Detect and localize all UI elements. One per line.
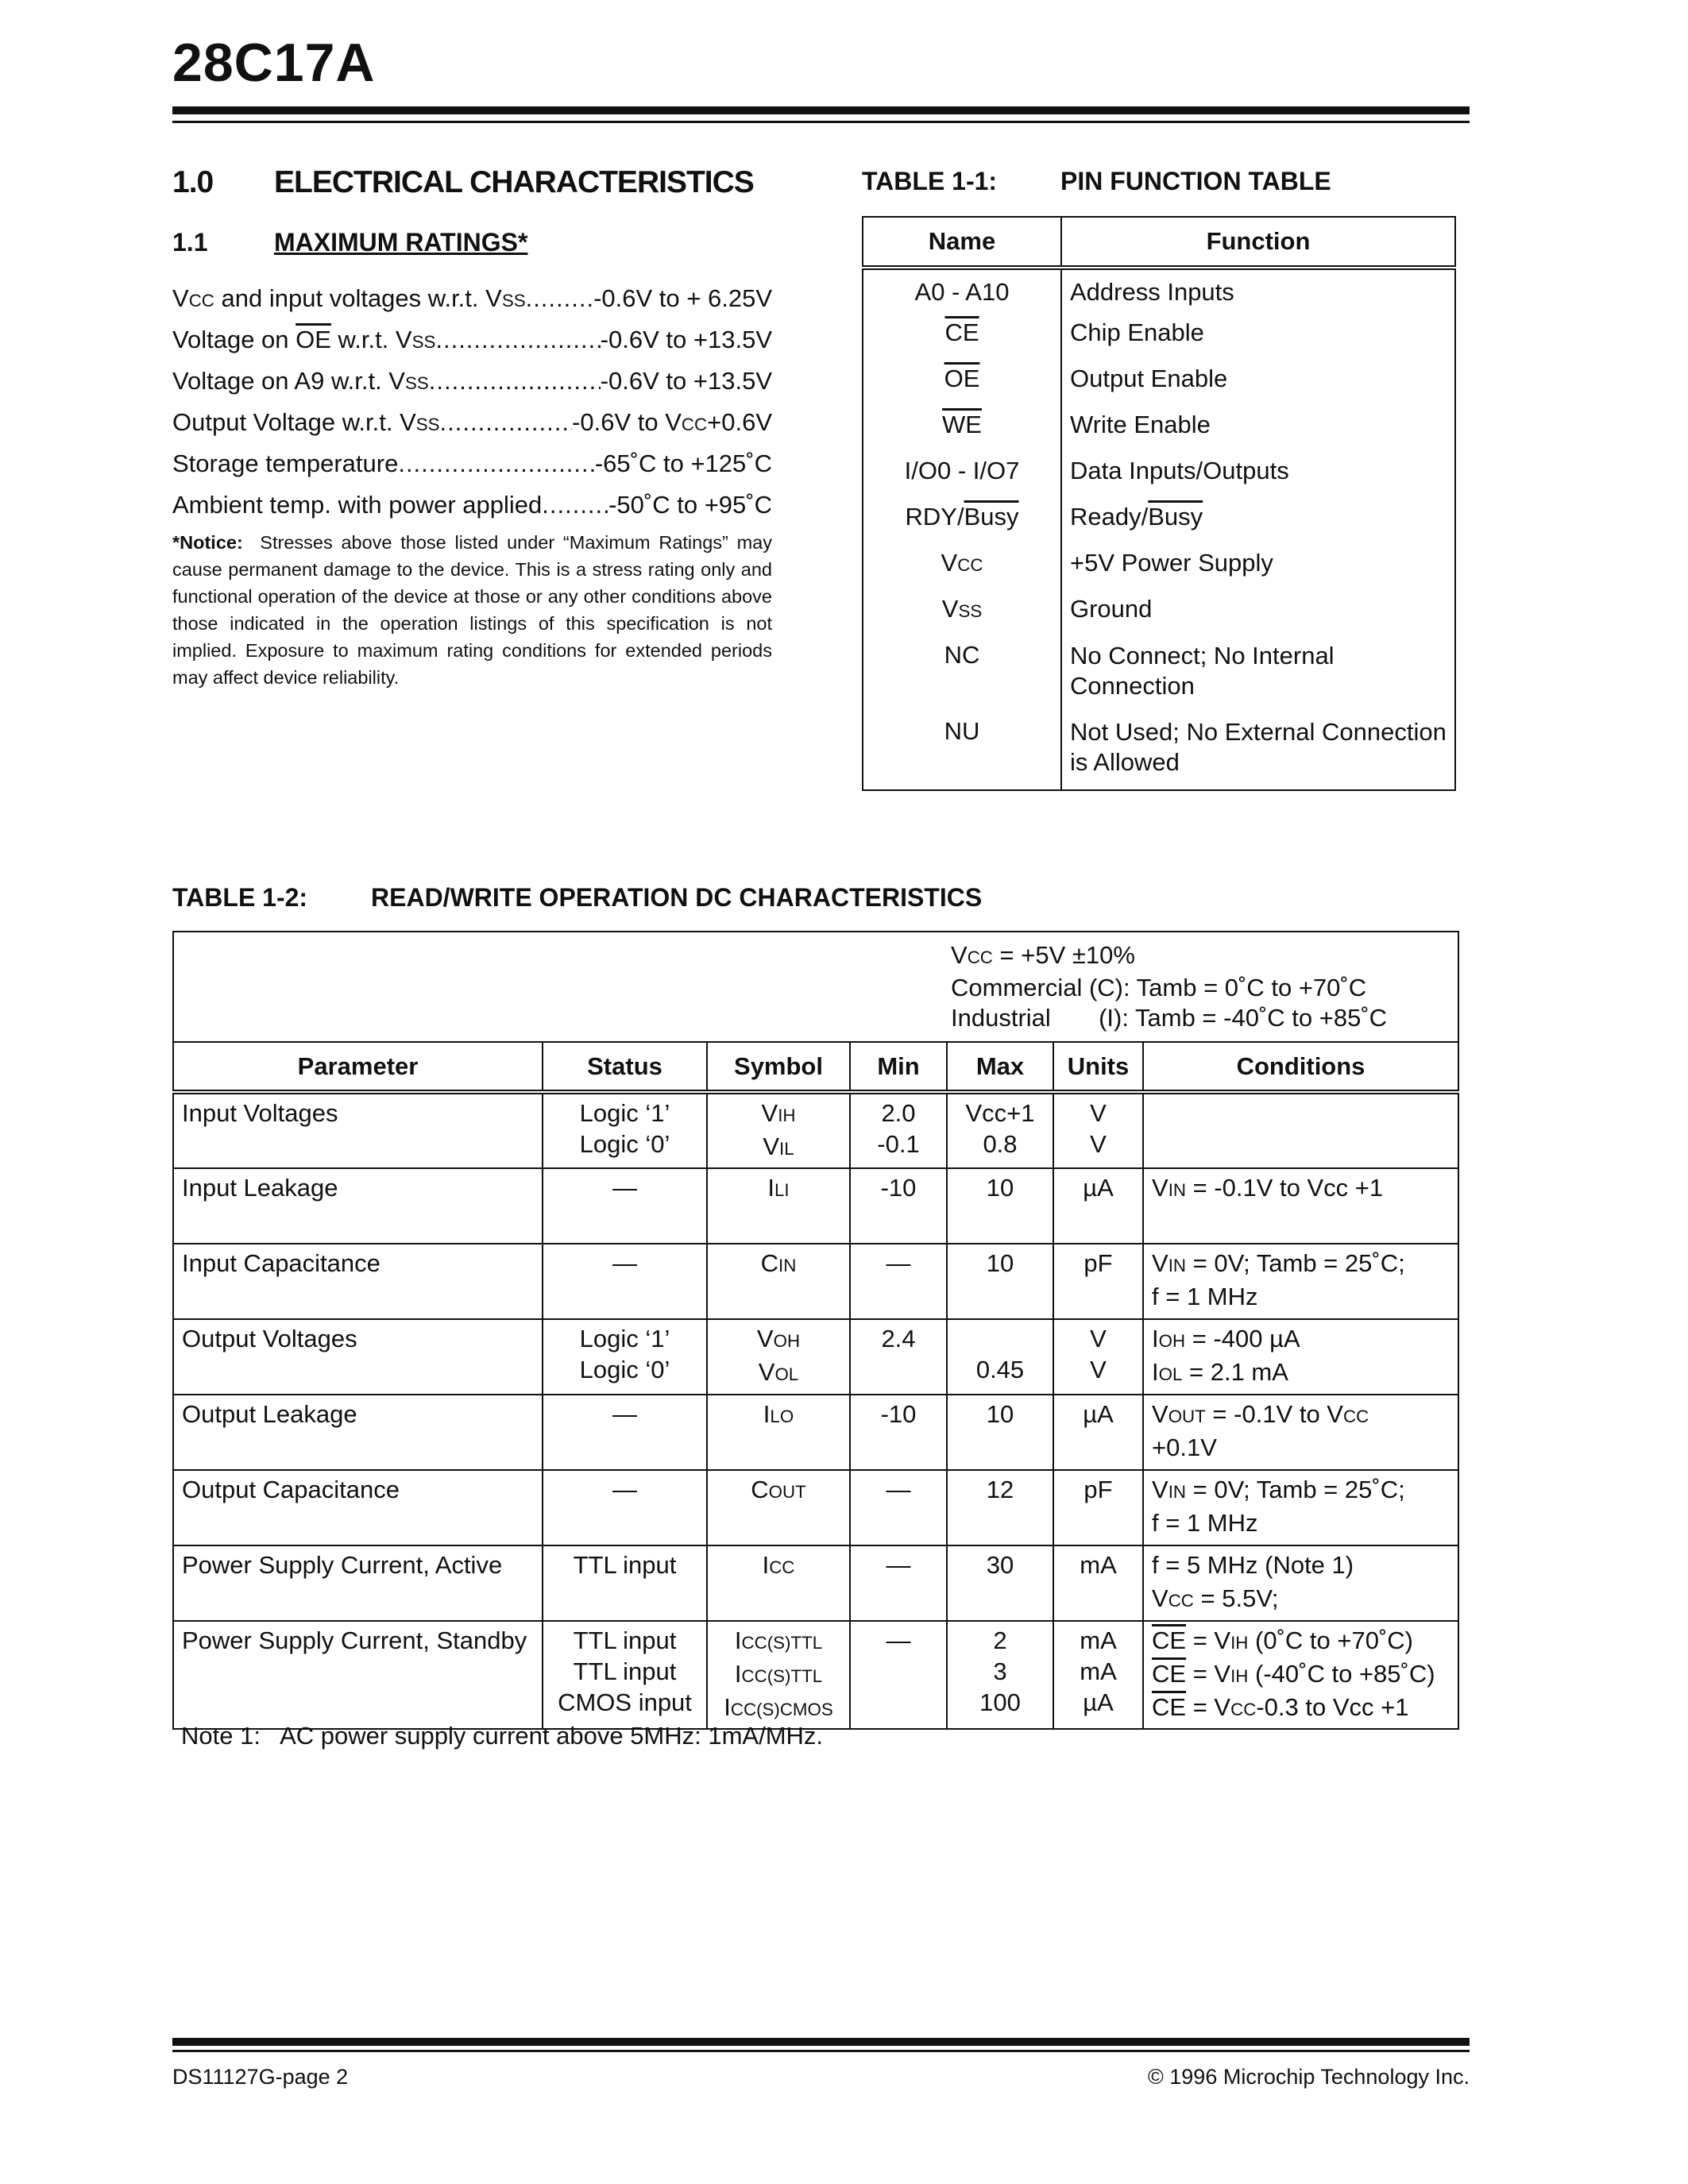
operating-conditions: VCC = +5V ±10% Commercial (C): Tamb = 0˚C to +70˚C Industrial (I): Tamb = -40˚C to +85˚C [173, 932, 1458, 1042]
table-row [173, 1395, 1458, 1470]
status-cell: — [543, 1244, 707, 1319]
pin-table-caption-title: PIN FUNCTION TABLE [1060, 167, 1331, 195]
max-cell: 10 [947, 1168, 1053, 1244]
status-cell: — [543, 1168, 707, 1244]
header-rule [172, 106, 1470, 114]
dc-header-symbol: Symbol [707, 1042, 850, 1092]
rating-value: -0.6V to + 6.25V [593, 284, 772, 312]
table-row: $\overline{CE}$ Chip Enable [863, 315, 1455, 361]
units-cell: V V [1053, 1092, 1143, 1168]
param-cell: Output Leakage [173, 1395, 543, 1470]
max-cell: 30 [947, 1545, 1053, 1621]
min-cell: — [850, 1470, 947, 1545]
status-cell: — [543, 1395, 707, 1470]
status-cell: TTL input TTL input CMOS input [543, 1621, 707, 1729]
table-row [173, 1470, 1458, 1545]
min-cell: 2.4 [850, 1319, 947, 1395]
footer-rule [172, 2038, 1470, 2046]
rating-value: -0.6V to VCC+0.6V [572, 408, 772, 436]
dc-table-caption-title: READ/WRITE OPERATION DC CHARACTERISTICS [371, 883, 983, 912]
units-cell: µA [1053, 1395, 1143, 1470]
table-row: VSS Ground [863, 592, 1455, 638]
footer-rule-thin [172, 2050, 1470, 2052]
table-row [173, 1092, 1458, 1168]
rating-row: VCC and input voltages w.r.t. VSS ..... -0.6V to + 6.25V [172, 284, 772, 313]
notice-label: *Notice: [172, 532, 243, 553]
units-cell: µA [1053, 1168, 1143, 1244]
status-cell: — [543, 1470, 707, 1545]
conditions-cell: IOH = -400 µA IOL = 2.1 mA [1143, 1319, 1458, 1395]
status-cell: Logic ‘1’ Logic ‘0’ [543, 1092, 707, 1168]
dc-table-body [173, 1092, 1458, 1729]
footer-page: DS11127G-page 2 [172, 2065, 349, 2089]
rating-row: Output Voltage w.r.t. VSS ..... -0.6V to VCC+0.6V [172, 408, 772, 437]
rating-value: -0.6V to +13.5V [600, 367, 772, 395]
conditions-cell: VIN = -0.1V to Vcc +1 [1143, 1168, 1458, 1244]
dc-header-status: Status [543, 1042, 707, 1092]
dc-header-conditions: Conditions [1143, 1042, 1458, 1092]
min-cell: -10 [850, 1168, 947, 1244]
dc-header-max: Max [947, 1042, 1053, 1092]
conditions-cell: VOUT = -0.1V to VCC +0.1V [1143, 1395, 1458, 1470]
conditions-cell: f = 5 MHz (Note 1) VCC = 5.5V; [1143, 1545, 1458, 1621]
conditions-cell: VIN = 0V; Tamb = 25˚C; f = 1 MHz [1143, 1470, 1458, 1545]
notice-paragraph [172, 529, 772, 691]
param-cell: Power Supply Current, Active [173, 1545, 543, 1621]
min-cell: — [850, 1545, 947, 1621]
table-row [173, 1319, 1458, 1395]
rating-row: Ambient temp. with power applied ..... -50˚C to +95˚C [172, 491, 772, 519]
units-cell: mA mA µA [1053, 1621, 1143, 1729]
table-row: $\overline{WE}$ Write Enable [863, 407, 1455, 453]
table-row: VCC +5V Power Supply [863, 546, 1455, 592]
header-rule-thin [172, 121, 1470, 123]
table-note: Note 1: AC power supply current above 5MHz: 1mA/MHz. [181, 1722, 824, 1750]
symbol-cell: ICC [707, 1545, 850, 1621]
param-cell: Input Capacitance [173, 1244, 543, 1319]
status-cell: Logic ‘1’ Logic ‘0’ [543, 1319, 707, 1395]
conditions-cell [1143, 1092, 1458, 1168]
subsection-number: 1.1 [172, 228, 208, 257]
table-row [173, 1168, 1458, 1244]
table-row: NC No Connect; No Internal Connection [863, 638, 1455, 714]
section-title: ELECTRICAL CHARACTERISTICS [274, 165, 754, 199]
table-row: A0 - A10 Address Inputs [863, 268, 1455, 315]
symbol-cell: ICC(S)TTL ICC(S)TTL ICC(S)CMOS [707, 1621, 850, 1729]
units-cell: pF [1053, 1244, 1143, 1319]
subsection-title: MAXIMUM RATINGS* [274, 228, 528, 257]
param-cell: Output Capacitance [173, 1470, 543, 1545]
units-cell: V V [1053, 1319, 1143, 1395]
symbol-cell: COUT [707, 1470, 850, 1545]
pin-table-caption-number: TABLE 1-1: [862, 167, 998, 195]
table-row: NU Not Used; No External Connection is Allowed [863, 714, 1455, 790]
symbol-cell: VOH VOL [707, 1319, 850, 1395]
conditions-cell: $\overline{CE}$ = VIH (0˚C to +70˚C) $\overline{CE}$ = VIH (-40˚C to +85˚C) $\overline{CE} = VCC-0.3$ to Vcc +1 [1143, 1621, 1458, 1729]
min-cell: — [850, 1244, 947, 1319]
pin-header-function: Function [1061, 217, 1455, 268]
param-cell: Output Voltages [173, 1319, 543, 1395]
min-cell: — [850, 1621, 947, 1729]
rating-row: Voltage on A9 w.r.t. VSS ..... -0.6V to +13.5V [172, 367, 772, 396]
max-cell: 2 3 100 [947, 1621, 1053, 1729]
min-cell: -10 [850, 1395, 947, 1470]
table-row: I/O0 - I/O7 Data Inputs/Outputs [863, 453, 1455, 500]
dc-header-parameter: Parameter [173, 1042, 543, 1092]
table-row: $\overline{OE}$ Output Enable [863, 361, 1455, 407]
units-cell: mA [1053, 1545, 1143, 1621]
pin-function-table [862, 216, 1456, 791]
max-cell: Vcc+1 0.8 [947, 1092, 1053, 1168]
max-cell: 10 [947, 1244, 1053, 1319]
param-cell: Input Leakage [173, 1168, 543, 1244]
max-cell: 10 [947, 1395, 1053, 1470]
symbol-cell: VIH VIL [707, 1092, 850, 1168]
status-cell: TTL input [543, 1545, 707, 1621]
table-row [173, 1621, 1458, 1729]
table-row [173, 1545, 1458, 1621]
dc-header-min: Min [850, 1042, 947, 1092]
max-cell: 0.45 [947, 1319, 1053, 1395]
param-cell: Power Supply Current, Standby [173, 1621, 543, 1729]
section-number: 1.0 [172, 165, 214, 199]
symbol-cell: ILO [707, 1395, 850, 1470]
min-cell: 2.0 -0.1 [850, 1092, 947, 1168]
rating-row: Voltage on $\overline{OE}$ w.r.t. VSS ..... -0.6V to +13.5V [172, 326, 772, 354]
units-cell: pF [1053, 1470, 1143, 1545]
table-row [173, 1244, 1458, 1319]
page-title: 28C17A [172, 33, 376, 93]
notice-text: Stresses above those listed under “Maximum Ratings” may cause permanent damage to the device. This is a stress rating only and functional operation of the device at those or any other conditions above those indicated in the operation listings of this specification is not implied. Exposure to maximum rating conditions for extended periods may affect device reliability. [172, 532, 772, 688]
pin-header-name: Name [863, 217, 1061, 268]
max-cell: 12 [947, 1470, 1053, 1545]
param-cell: Input Voltages [173, 1092, 543, 1168]
dc-header-units: Units [1053, 1042, 1143, 1092]
conditions-cell: VIN = 0V; Tamb = 25˚C; f = 1 MHz [1143, 1244, 1458, 1319]
footer-copyright: © 1996 Microchip Technology Inc. [1147, 2065, 1470, 2089]
rating-value: -50˚C to +95˚C [608, 491, 772, 519]
dc-table-caption-number: TABLE 1-2: [172, 883, 308, 912]
dc-characteristics-table [172, 931, 1459, 1730]
rating-row: Storage temperature ..... -65˚C to +125˚C [172, 450, 772, 478]
symbol-cell: ILI [707, 1168, 850, 1244]
symbol-cell: CIN [707, 1244, 850, 1319]
rating-value: -0.6V to +13.5V [600, 326, 772, 353]
rating-value: -65˚C to +125˚C [594, 450, 772, 477]
table-row: RDY/Busy Ready/Busy [863, 500, 1455, 546]
